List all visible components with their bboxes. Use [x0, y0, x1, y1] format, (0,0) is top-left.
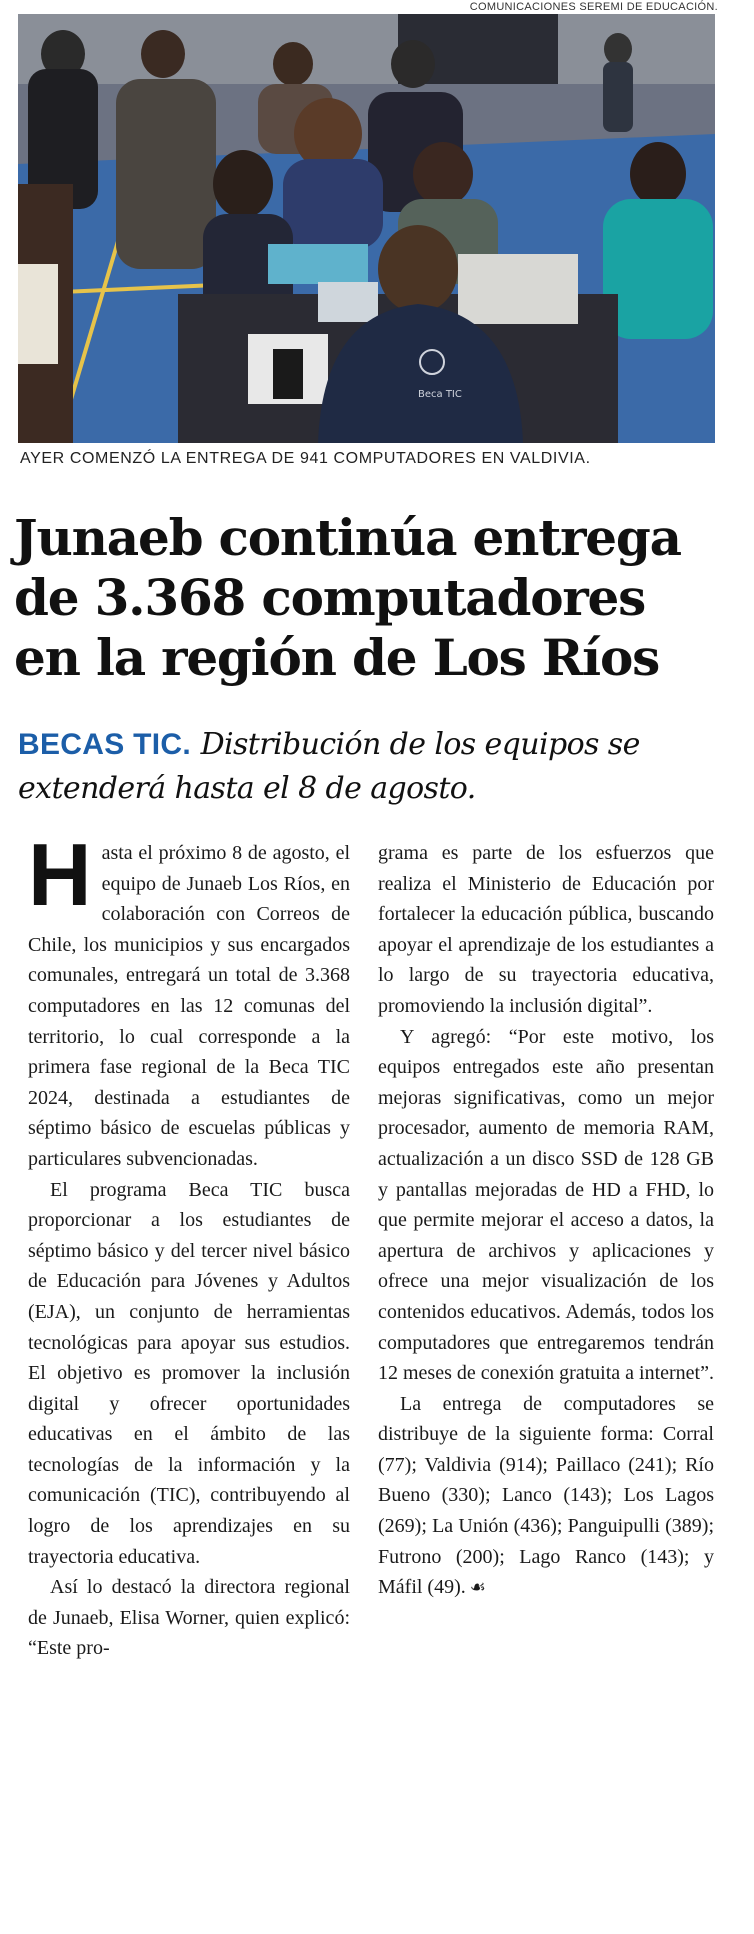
- dropcap: H: [28, 825, 92, 924]
- photo-illustration: [18, 14, 715, 443]
- photo-caption: AYER COMENZÓ LA ENTREGA DE 941 COMPUTADORES EN VALDIVIA.: [20, 450, 591, 467]
- body-paragraph-3-continued: grama es parte de los esfuerzos que realiza el Ministerio de Educación por fortalecer la educación pública, buscando apoyar el aprendizaje de los estudiantes a lo largo de su trayectoria educativa, promoviendo la inclusión digital”.: [378, 842, 714, 1017]
- body-paragraph-5: [378, 1389, 714, 1604]
- deck: [18, 723, 718, 811]
- body-paragraph-4: Y agregó: “Por este motivo, los equipos entregados este año presentan mejoras significativas, como un mejor procesador, aumento de memoria RAM, actualización a un disco SSD de 128 GB y pantallas mejoradas de HD a FHD, lo que permite mejorar el acceso a datos, la apertura de archivos y aplicaciones y ofrece una mejor visualización de los contenidos educativos. Además, todos los computadores que entregaremos tendrán 12 meses de conexión gratuita a internet”.: [378, 1025, 714, 1385]
- end-mark-icon: ☙: [469, 1577, 486, 1599]
- news-photo: [18, 14, 715, 443]
- deck-kicker: BECAS TIC.: [18, 728, 192, 761]
- headline-line-2: de 3.368 computadores: [14, 568, 646, 627]
- headline: [14, 508, 734, 688]
- headline-line-3: en la región de Los Ríos: [14, 628, 660, 687]
- body-paragraph-1: [28, 825, 350, 1175]
- photo-credit: COMUNICACIONES SEREMI DE EDUCACIÓN.: [469, 1, 718, 13]
- headline-line-1: Junaeb continúa entrega: [14, 508, 681, 567]
- vest-logo-text: Beca TIC: [418, 389, 462, 400]
- deck-text: Distribución de los equipos se extenderá hasta el 8 de agosto.: [18, 727, 640, 806]
- body-paragraph-3: Así lo destacó la directora regional de Junaeb, Elisa Worner, quien explicó: “Este pro-: [28, 1576, 350, 1660]
- body-paragraph-1-text: asta el próximo 8 de agosto, el equipo de Junaeb Los Ríos, en colaboración con Correos de Chile, los municipios y sus encargados comunales, entregará un total de 3.368 computadores en las 12 comunas del territorio, lo cual corresponde a la primera fase regional de la Beca TIC 2024, destinada a estudiantes de séptimo básico de escuelas públicas y particulares subvencionadas.: [28, 842, 350, 1170]
- body-paragraph-5-text: La entrega de computadores se distribuye de la siguiente forma: Corral (77); Valdivia (914); Paillaco (241); Río Bueno (330); Lanco (143); Los Lagos (269); La Unión (436); Panguipulli (389); Futrono (200); Lago Ranco (143); y Máfil (49).: [378, 1392, 714, 1599]
- body-column-2: [378, 838, 714, 1604]
- body-paragraph-2: El programa Beca TIC busca proporcionar a los estudiantes de séptimo básico y del tercer nivel básico de Educación para Jóvenes y Adultos (EJA), un conjunto de herramientas tecnológicas para apoyar sus estudios. El objetivo es promover la inclusión digital y ofrecer oportunidades educativas en el ámbito de las tecnologías de la información y la comunicación (TIC), contribuyendo al logro de los aprendizajes en su trayectoria educativa.: [28, 1178, 350, 1568]
- body-column-1: [28, 825, 350, 1664]
